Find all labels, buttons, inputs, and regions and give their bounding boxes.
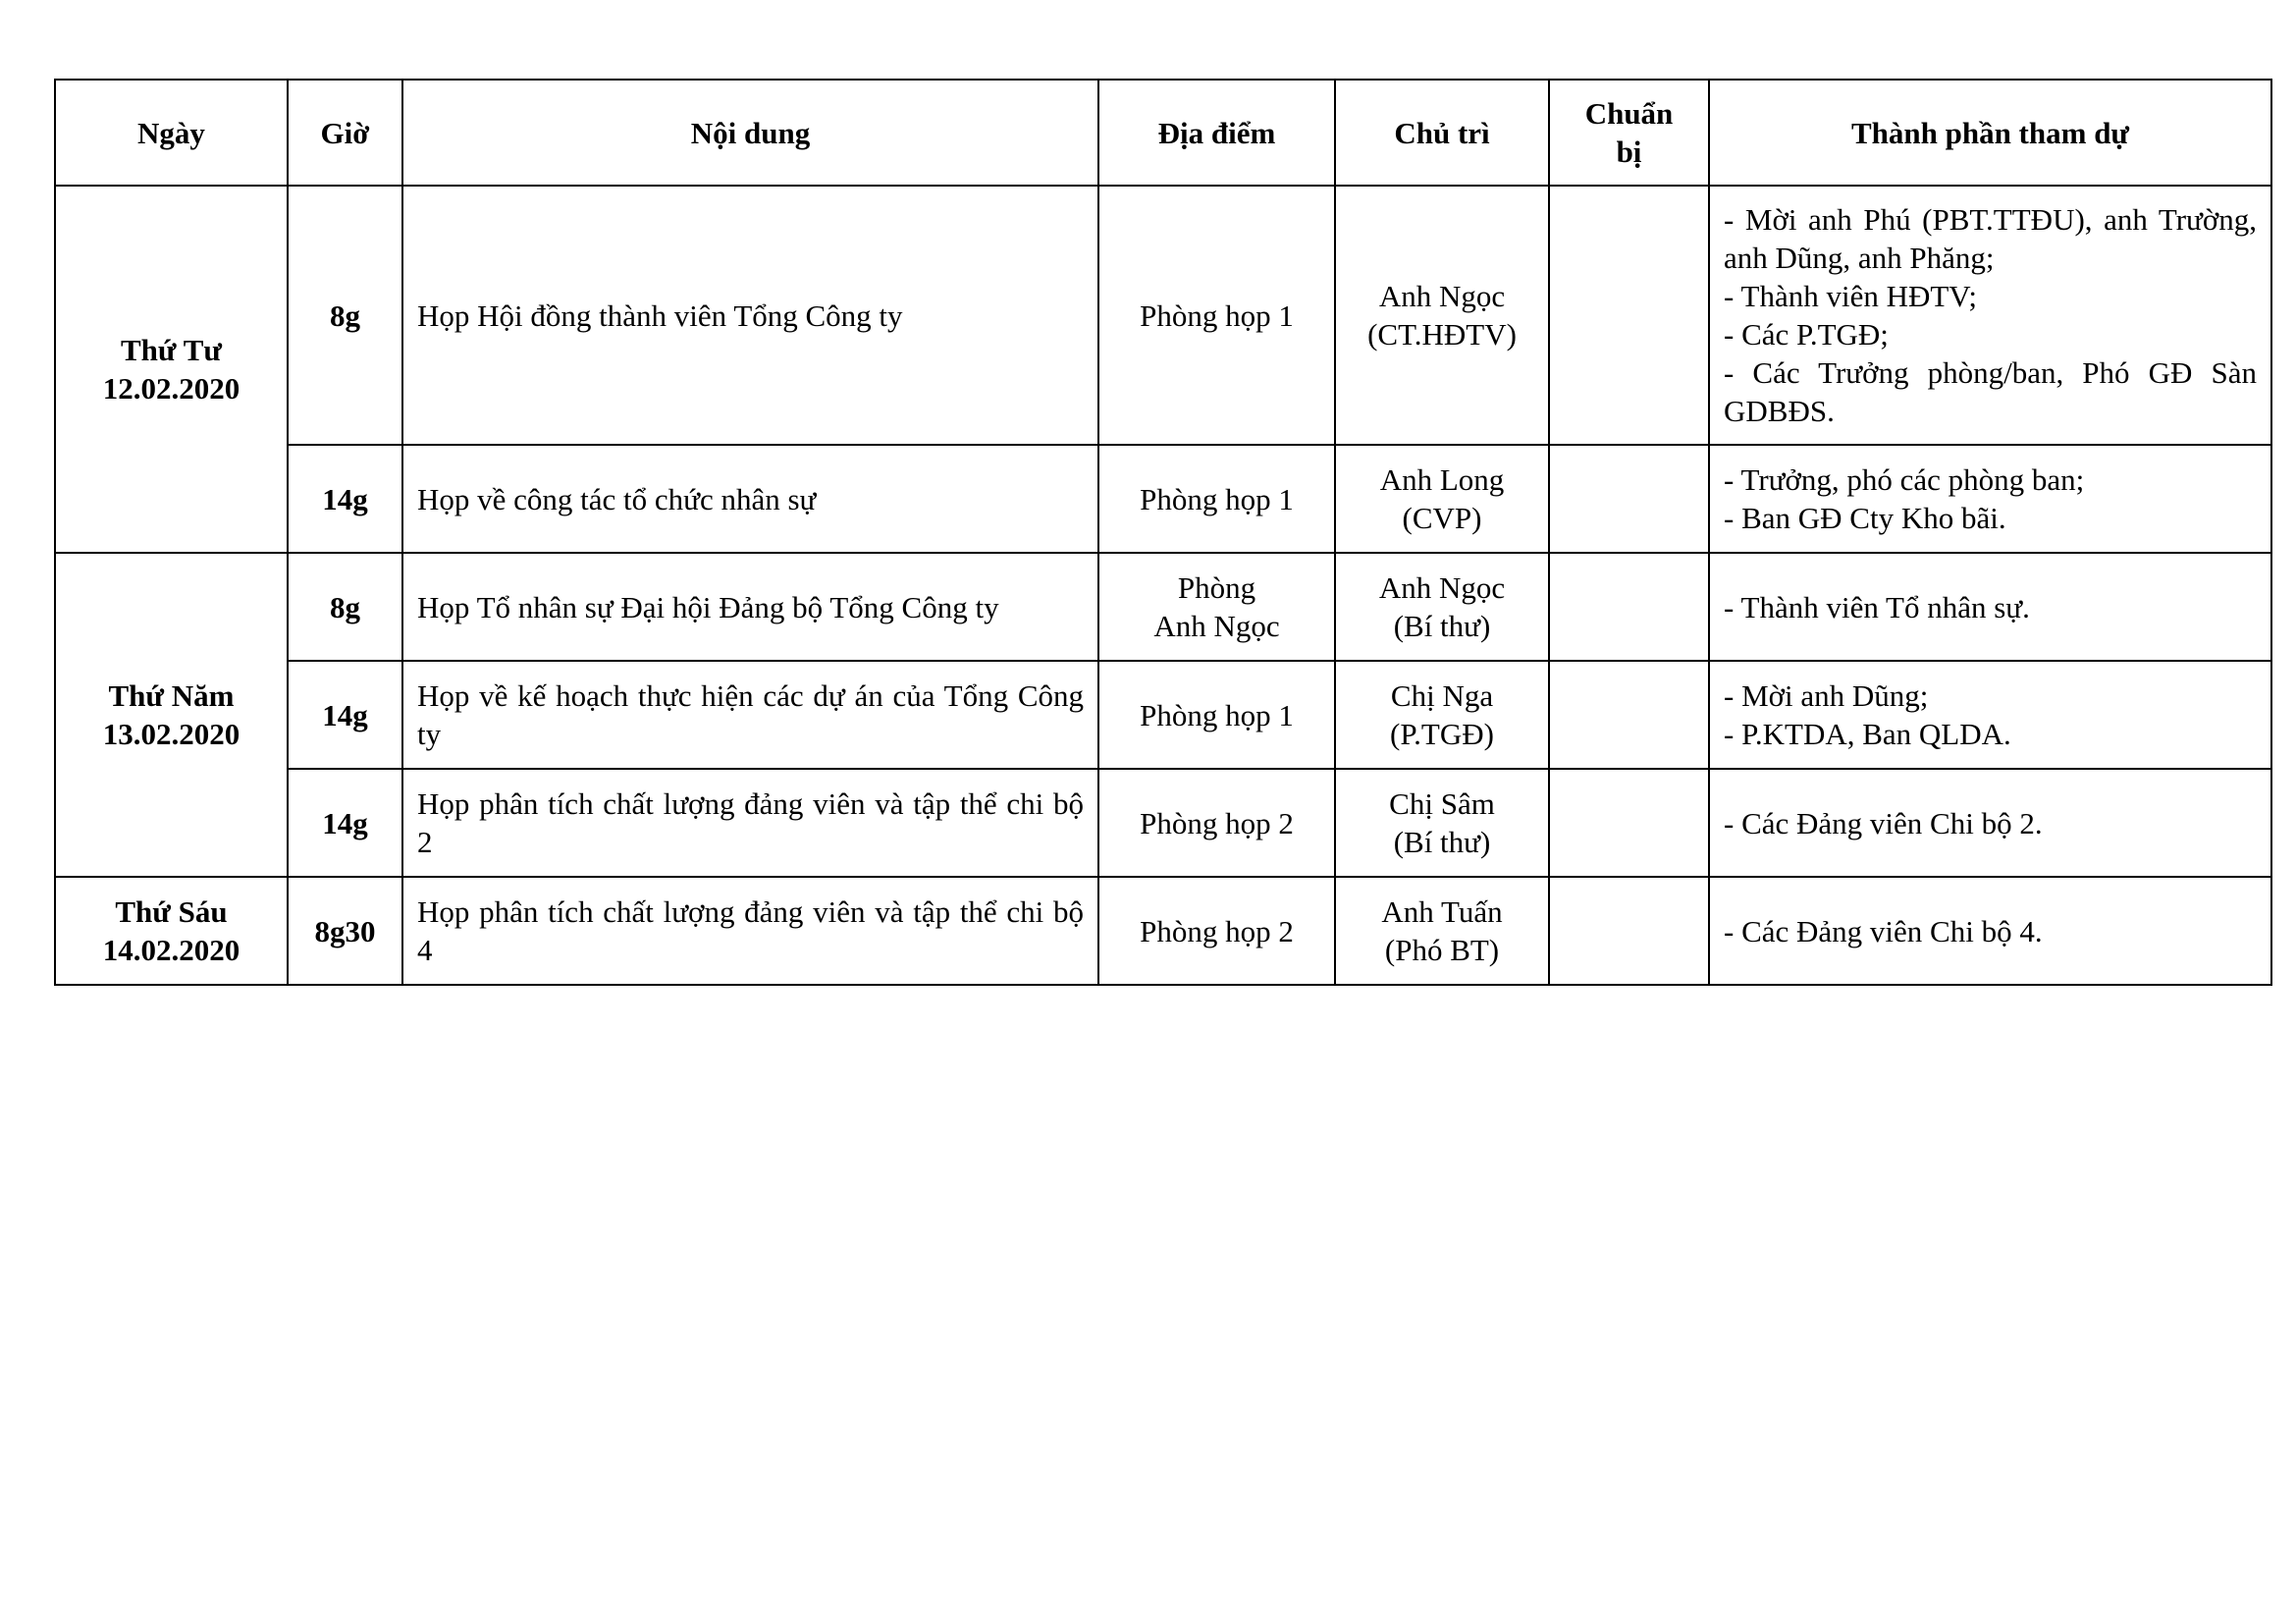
- header-place: Địa điểm: [1098, 80, 1335, 186]
- content-cell: Họp về kế hoạch thực hiện các dự án của Tổng Công ty: [402, 661, 1098, 769]
- header-time: Giờ: [288, 80, 402, 186]
- time-cell: 14g: [288, 769, 402, 877]
- attendee-line: - Các P.TGĐ;: [1724, 317, 1889, 352]
- chair-cell: [1335, 553, 1549, 661]
- prep-cell: [1549, 186, 1709, 445]
- day-date: 12.02.2020: [102, 371, 240, 406]
- chair-role: (Phó BT): [1384, 933, 1500, 967]
- attendee-line: - Mời anh Phú (PBT.TTĐU), anh Trường, anh Dũng, anh Phăng;: [1724, 202, 2257, 275]
- place-cell: [1098, 445, 1335, 553]
- header-row: [55, 80, 2271, 186]
- prep-cell: [1549, 661, 1709, 769]
- day-cell: [55, 553, 288, 877]
- time-cell: 14g: [288, 445, 402, 553]
- time-cell: 8g: [288, 553, 402, 661]
- chair-name: Anh Long: [1379, 462, 1505, 497]
- place-line: Phòng họp 1: [1140, 697, 1294, 732]
- attendee-line: - Thành viên Tổ nhân sự.: [1724, 589, 2030, 624]
- attendee-line: - Ban GĐ Cty Kho bãi.: [1724, 501, 2006, 535]
- time-cell: 8g: [288, 186, 402, 445]
- attendee-line: - Thành viên HĐTV;: [1724, 279, 1977, 313]
- table-row: [55, 553, 2271, 661]
- place-cell: [1098, 877, 1335, 985]
- prep-cell: [1549, 445, 1709, 553]
- attendees-cell: [1709, 445, 2271, 553]
- table-row: [55, 769, 2271, 877]
- place-cell: [1098, 553, 1335, 661]
- content-cell: Họp Hội đồng thành viên Tổng Công ty: [402, 186, 1098, 445]
- attendees-cell: [1709, 553, 2271, 661]
- chair-name: Anh Tuấn: [1381, 894, 1503, 929]
- attendee-line: - Các Trưởng phòng/ban, Phó GĐ Sàn GDBĐS.: [1724, 355, 2257, 428]
- place-line: Phòng: [1177, 570, 1256, 605]
- content-cell: Họp về công tác tổ chức nhân sự: [402, 445, 1098, 553]
- table-row: [55, 877, 2271, 985]
- day-name: Thứ Năm: [108, 678, 235, 713]
- time-cell: 14g: [288, 661, 402, 769]
- place-cell: [1098, 661, 1335, 769]
- header-chair: Chủ trì: [1335, 80, 1549, 186]
- time-cell: 8g30: [288, 877, 402, 985]
- chair-name: Chị Nga: [1390, 678, 1494, 713]
- day-name: Thứ Sáu: [115, 894, 228, 929]
- chair-cell: [1335, 769, 1549, 877]
- header-content: Nội dung: [402, 80, 1098, 186]
- header-day: Ngày: [55, 80, 288, 186]
- attendee-line: - P.KTDA, Ban QLDA.: [1724, 717, 2011, 751]
- place-line: Phòng họp 2: [1140, 805, 1294, 840]
- prep-cell: [1549, 553, 1709, 661]
- table-row: [55, 661, 2271, 769]
- attendees-cell: [1709, 769, 2271, 877]
- chair-role: (Bí thư): [1393, 825, 1491, 859]
- attendee-line: - Mời anh Dũng;: [1724, 678, 1929, 713]
- attendee-line: - Các Đảng viên Chi bộ 2.: [1724, 805, 2043, 840]
- header-prep-line1: Chuẩn: [1584, 96, 1674, 131]
- chair-cell: [1335, 877, 1549, 985]
- attendees-cell: [1709, 877, 2271, 985]
- chair-name: Anh Ngọc: [1378, 570, 1506, 605]
- place-cell: [1098, 186, 1335, 445]
- table-row: [55, 445, 2271, 553]
- header-attendees: Thành phần tham dự: [1709, 80, 2271, 186]
- content-cell: Họp phân tích chất lượng đảng viên và tập thể chi bộ 4: [402, 877, 1098, 985]
- day-date: 14.02.2020: [102, 933, 240, 967]
- prep-cell: [1549, 877, 1709, 985]
- attendee-line: - Các Đảng viên Chi bộ 4.: [1724, 913, 2043, 948]
- chair-name: Chị Sâm: [1389, 786, 1495, 821]
- chair-role: (P.TGĐ): [1390, 717, 1494, 751]
- chair-cell: [1335, 186, 1549, 445]
- chair-role: (Bí thư): [1393, 609, 1491, 643]
- chair-name: Anh Ngọc: [1378, 279, 1506, 313]
- chair-role: (CT.HĐTV): [1367, 317, 1517, 352]
- attendees-cell: [1709, 186, 2271, 445]
- day-name: Thứ Tư: [121, 333, 222, 367]
- day-cell: [55, 186, 288, 553]
- day-date: 13.02.2020: [102, 717, 240, 751]
- content-cell: Họp Tổ nhân sự Đại hội Đảng bộ Tổng Công ty: [402, 553, 1098, 661]
- day-cell: [55, 877, 288, 985]
- attendees-cell: [1709, 661, 2271, 769]
- attendee-line: - Trưởng, phó các phòng ban;: [1724, 462, 2085, 497]
- chair-role: (CVP): [1402, 501, 1482, 535]
- table-row: [55, 186, 2271, 445]
- header-prep-line2: bị: [1616, 135, 1642, 169]
- chair-cell: [1335, 445, 1549, 553]
- place-line: Phòng họp 1: [1140, 481, 1294, 516]
- place-cell: [1098, 769, 1335, 877]
- header-prep: [1549, 80, 1709, 186]
- place-line: Anh Ngọc: [1153, 609, 1280, 643]
- content-cell: Họp phân tích chất lượng đảng viên và tập thể chi bộ 2: [402, 769, 1098, 877]
- place-line: Phòng họp 2: [1140, 913, 1294, 948]
- chair-cell: [1335, 661, 1549, 769]
- prep-cell: [1549, 769, 1709, 877]
- place-line: Phòng họp 1: [1140, 298, 1294, 333]
- schedule-table: [54, 79, 2272, 986]
